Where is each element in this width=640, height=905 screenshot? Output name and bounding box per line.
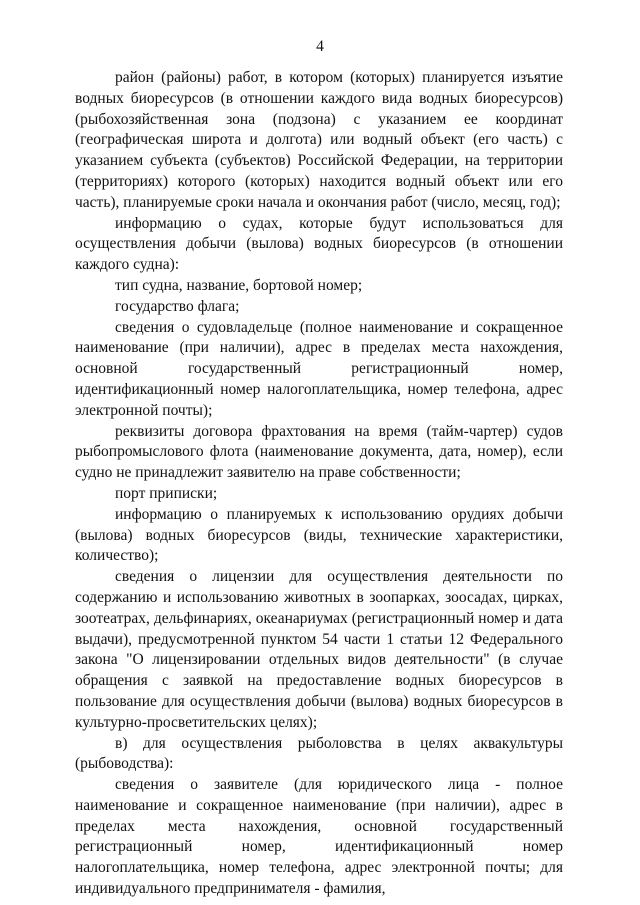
paragraph-applicant-info: сведения о заявителе (для юридического лица - полное наименование и сокращенное наименование (при наличии), адрес в пределах места нахождения, основной государственный регистрационный номер, идентификационный номер налогоплательщика, номер телефона, адрес электронной почты; для индивидуального предпринимателя - фамилия, bbox=[75, 776, 563, 898]
paragraph-home-port: порт приписки; bbox=[115, 484, 218, 502]
paragraph-flag-state: государство флага; bbox=[115, 297, 240, 315]
paragraph-vessels-info: информацию о судах, которые будут использоваться для осуществления добычи (вылова) водных биоресурсов (в отношении каждого судна): bbox=[75, 214, 563, 274]
paragraph-work-area: район (районы) работ, в котором (которых) планируется изъятие водных биоресурсов (в отношении каждого вида водных биоресурсов) (рыбохозяйственная зона (подзона) с указанием ее координат (географическая широта и долгота) или водный объект (его часть) с указанием субъекта (субъектов) Российской Федерации, на территории (территориях) которого (которых) находится водный объект или его часть), планируемые сроки начала и окончания работ (число, месяц, год); bbox=[75, 69, 563, 211]
document-body bbox=[75, 68, 563, 900]
paragraph-shipowner: сведения о судовладельце (полное наименование и сокращенное наименование (при наличии), адрес в пределах места нахождения, основной государственный регистрационный номер, идентификационный номер налогоплательщика, номер телефона, адрес электронной почты); bbox=[75, 318, 563, 419]
paragraph-fishing-gear: информацию о планируемых к использованию орудиях добычи (вылова) водных биоресурсов (виды, технические характеристики, количество); bbox=[75, 505, 563, 565]
page-number: 4 bbox=[316, 38, 324, 55]
paragraph-aquaculture: в) для осуществления рыболовства в целях аквакультуры (рыбоводства): bbox=[75, 734, 563, 773]
paragraph-license: сведения о лицензии для осуществления деятельности по содержанию и использованию животных в зоопарках, зоосадах, цирках, зоотеатрах, дельфинариях, океанариумах (регистрационный номер и дата выдачи), предусмотренной пунктом 54 части 1 статьи 12 Федерального закона "О лицензировании отдельных видов деятельности" (в случае обращения с заявкой на предоставление водных биоресурсов в пользование для осуществления добычи (вылова) водных биоресурсов в культурно-просветительских целях); bbox=[75, 568, 563, 731]
paragraph-charter-agreement: реквизиты договора фрахтования на время (тайм-чартер) судов рыбопромыслового флота (наименование документа, дата, номер), если судно не принадлежит заявителю на праве собственности; bbox=[75, 422, 563, 482]
paragraph-vessel-type: тип судна, название, бортовой номер; bbox=[115, 276, 363, 294]
